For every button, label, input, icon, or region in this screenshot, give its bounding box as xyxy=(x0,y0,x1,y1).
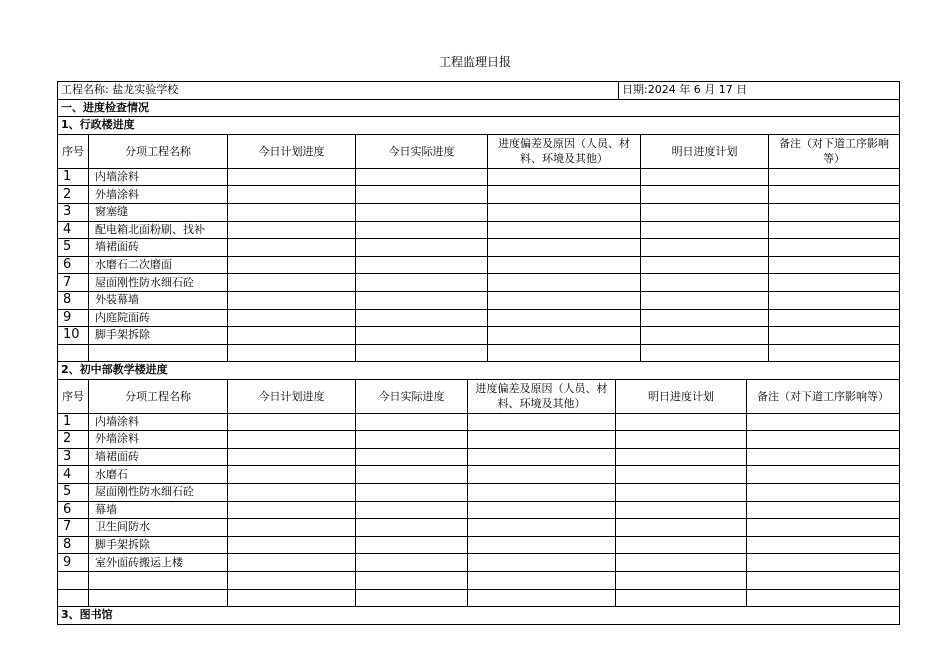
empty-cell xyxy=(769,344,900,362)
junior-progress-table xyxy=(57,361,900,625)
project-name: 工程名称: 盐龙实验学校 xyxy=(58,82,619,100)
empty-cell xyxy=(228,501,356,519)
row-seq: 6 xyxy=(58,501,89,519)
row-seq: 9 xyxy=(58,309,89,327)
table-row xyxy=(58,483,900,501)
empty-cell xyxy=(468,501,616,519)
table-row xyxy=(58,448,900,466)
empty-cell xyxy=(747,519,900,537)
empty-cell xyxy=(488,221,641,239)
empty-cell xyxy=(616,519,747,537)
empty-cell xyxy=(468,519,616,537)
empty-cell xyxy=(488,168,641,186)
empty-cell xyxy=(616,448,747,466)
empty-cell xyxy=(228,291,356,309)
empty-cell xyxy=(228,239,356,257)
col-deviation: 进度偏差及原因（人员、材料、环境及其他） xyxy=(488,134,641,168)
table-row xyxy=(58,221,900,239)
empty-cell xyxy=(641,274,769,292)
row-seq: 10 xyxy=(58,327,89,345)
row-seq: 3 xyxy=(58,203,89,221)
empty-cell xyxy=(769,291,900,309)
row-seq: 5 xyxy=(58,239,89,257)
empty-cell xyxy=(356,291,488,309)
empty-cell xyxy=(228,466,356,484)
row-seq: 4 xyxy=(58,221,89,239)
col-remark: 备注（对下道工序影响等） xyxy=(747,379,900,413)
empty-cell xyxy=(747,589,900,607)
report-title: 工程监理日报 xyxy=(438,55,511,69)
table-row xyxy=(58,291,900,309)
row-seq: 3 xyxy=(58,448,89,466)
empty-cell xyxy=(747,431,900,449)
empty-cell xyxy=(468,554,616,572)
empty-cell xyxy=(769,203,900,221)
row-seq: 4 xyxy=(58,466,89,484)
junior-rows xyxy=(58,413,900,607)
table-row xyxy=(58,571,900,589)
row-item-name: 屋面刚性防水细石砼 xyxy=(89,483,228,501)
empty-cell xyxy=(228,589,356,607)
row-seq: 2 xyxy=(58,186,89,204)
empty-cell xyxy=(356,413,468,431)
empty-cell xyxy=(468,448,616,466)
table-row xyxy=(58,554,900,572)
admin-header-row xyxy=(58,134,900,168)
table-row xyxy=(58,239,900,257)
empty-cell xyxy=(488,256,641,274)
empty-cell xyxy=(488,291,641,309)
empty-cell xyxy=(616,431,747,449)
table-row xyxy=(58,256,900,274)
empty-cell xyxy=(356,589,468,607)
empty-cell xyxy=(228,571,356,589)
empty-cell xyxy=(228,168,356,186)
row-item-name: 水磨石 xyxy=(89,466,228,484)
row-item-name: 外墙涂料 xyxy=(89,186,228,204)
empty-cell xyxy=(356,448,468,466)
col-name: 分项工程名称 xyxy=(89,134,228,168)
empty-cell xyxy=(356,344,488,362)
empty-cell xyxy=(356,168,488,186)
report-date: 日期:2024 年 6 月 17 日 xyxy=(619,82,900,100)
empty-cell xyxy=(616,483,747,501)
table-row xyxy=(58,274,900,292)
empty-cell xyxy=(228,431,356,449)
empty-cell xyxy=(228,448,356,466)
empty-cell xyxy=(228,327,356,345)
empty-cell xyxy=(747,571,900,589)
empty-cell xyxy=(58,344,89,362)
row-seq: 9 xyxy=(58,554,89,572)
empty-cell xyxy=(769,309,900,327)
row-item-name: 内墙涂料 xyxy=(89,168,228,186)
junior-header-row xyxy=(58,379,900,413)
empty-cell xyxy=(488,186,641,204)
empty-cell xyxy=(89,344,228,362)
row-item-name: 外装幕墙 xyxy=(89,291,228,309)
empty-cell xyxy=(356,203,488,221)
empty-cell xyxy=(641,168,769,186)
empty-cell xyxy=(228,274,356,292)
empty-cell xyxy=(58,571,89,589)
empty-cell xyxy=(468,571,616,589)
empty-cell xyxy=(356,536,468,554)
row-item-name: 墙裙面砖 xyxy=(89,239,228,257)
empty-cell xyxy=(228,519,356,537)
row-seq: 2 xyxy=(58,431,89,449)
admin-progress-table xyxy=(57,81,900,362)
table-row xyxy=(58,168,900,186)
col-actual: 今日实际进度 xyxy=(356,134,488,168)
empty-cell xyxy=(356,483,468,501)
empty-cell xyxy=(747,466,900,484)
empty-cell xyxy=(89,571,228,589)
col-seq: 序号 xyxy=(58,379,89,413)
empty-cell xyxy=(747,483,900,501)
row-item-name: 窗塞缝 xyxy=(89,203,228,221)
empty-cell xyxy=(641,256,769,274)
empty-cell xyxy=(769,168,900,186)
empty-cell xyxy=(468,483,616,501)
empty-cell xyxy=(356,309,488,327)
row-item-name: 墙裙面砖 xyxy=(89,448,228,466)
empty-cell xyxy=(228,309,356,327)
empty-cell xyxy=(769,239,900,257)
empty-cell xyxy=(228,536,356,554)
empty-cell xyxy=(356,554,468,572)
col-name: 分项工程名称 xyxy=(89,379,228,413)
empty-cell xyxy=(769,327,900,345)
table-row xyxy=(58,501,900,519)
table-row xyxy=(58,519,900,537)
section-progress: 一、进度检查情况 xyxy=(58,99,900,117)
row-seq: 6 xyxy=(58,256,89,274)
row-seq: 7 xyxy=(58,274,89,292)
empty-cell xyxy=(356,519,468,537)
empty-cell xyxy=(356,431,468,449)
empty-cell xyxy=(356,221,488,239)
table-row xyxy=(58,344,900,362)
empty-cell xyxy=(769,221,900,239)
empty-cell xyxy=(747,554,900,572)
empty-cell xyxy=(228,554,356,572)
empty-cell xyxy=(747,536,900,554)
empty-cell xyxy=(616,571,747,589)
table-row xyxy=(58,589,900,607)
empty-cell xyxy=(89,589,228,607)
col-remark: 备注（对下道工序影响等） xyxy=(769,134,900,168)
empty-cell xyxy=(641,344,769,362)
table-row xyxy=(58,203,900,221)
table-row xyxy=(58,186,900,204)
empty-cell xyxy=(616,536,747,554)
empty-cell xyxy=(58,589,89,607)
row-item-name: 室外面砖搬运上楼 xyxy=(89,554,228,572)
col-seq: 序号 xyxy=(58,134,89,168)
empty-cell xyxy=(356,327,488,345)
empty-cell xyxy=(468,589,616,607)
empty-cell xyxy=(468,431,616,449)
row-seq: 5 xyxy=(58,483,89,501)
section-library: 3、图书馆 xyxy=(58,607,900,625)
section-admin: 1、行政楼进度 xyxy=(58,117,900,135)
empty-cell xyxy=(356,256,488,274)
empty-cell xyxy=(356,239,488,257)
table-row xyxy=(58,413,900,431)
empty-cell xyxy=(641,239,769,257)
empty-cell xyxy=(488,309,641,327)
empty-cell xyxy=(616,589,747,607)
row-item-name: 水磨石二次磨面 xyxy=(89,256,228,274)
empty-cell xyxy=(228,256,356,274)
empty-cell xyxy=(468,466,616,484)
empty-cell xyxy=(769,186,900,204)
empty-cell xyxy=(468,413,616,431)
empty-cell xyxy=(616,413,747,431)
col-deviation: 进度偏差及原因（人员、材料、环境及其他） xyxy=(468,379,616,413)
empty-cell xyxy=(228,186,356,204)
empty-cell xyxy=(228,413,356,431)
table-row xyxy=(58,466,900,484)
project-info-row xyxy=(58,82,900,100)
empty-cell xyxy=(488,327,641,345)
empty-cell xyxy=(228,483,356,501)
row-item-name: 脚手架拆除 xyxy=(89,536,228,554)
row-item-name: 内墙涂料 xyxy=(89,413,228,431)
empty-cell xyxy=(488,344,641,362)
empty-cell xyxy=(356,571,468,589)
row-seq: 8 xyxy=(58,536,89,554)
empty-cell xyxy=(747,413,900,431)
empty-cell xyxy=(488,274,641,292)
col-tomorrow: 明日进度计划 xyxy=(641,134,769,168)
empty-cell xyxy=(769,256,900,274)
col-plan: 今日计划进度 xyxy=(228,379,356,413)
table-row xyxy=(58,309,900,327)
empty-cell xyxy=(488,239,641,257)
row-item-name: 配电箱北面粉刷、找补 xyxy=(89,221,228,239)
empty-cell xyxy=(641,203,769,221)
row-seq: 1 xyxy=(58,168,89,186)
row-item-name: 脚手架拆除 xyxy=(89,327,228,345)
empty-cell xyxy=(228,344,356,362)
empty-cell xyxy=(228,203,356,221)
section-junior: 2、初中部教学楼进度 xyxy=(58,362,900,380)
row-item-name: 内庭院面砖 xyxy=(89,309,228,327)
table-row xyxy=(58,536,900,554)
col-tomorrow: 明日进度计划 xyxy=(616,379,747,413)
row-item-name: 卫生间防水 xyxy=(89,519,228,537)
empty-cell xyxy=(356,274,488,292)
row-item-name: 幕墙 xyxy=(89,501,228,519)
col-actual: 今日实际进度 xyxy=(356,379,468,413)
empty-cell xyxy=(616,501,747,519)
empty-cell xyxy=(641,291,769,309)
empty-cell xyxy=(747,448,900,466)
empty-cell xyxy=(641,327,769,345)
empty-cell xyxy=(616,466,747,484)
admin-rows xyxy=(58,168,900,362)
empty-cell xyxy=(747,501,900,519)
empty-cell xyxy=(641,186,769,204)
row-seq: 7 xyxy=(58,519,89,537)
empty-cell xyxy=(641,309,769,327)
empty-cell xyxy=(488,203,641,221)
empty-cell xyxy=(228,221,356,239)
empty-cell xyxy=(356,186,488,204)
empty-cell xyxy=(356,501,468,519)
row-item-name: 屋面刚性防水细石砼 xyxy=(89,274,228,292)
row-seq: 8 xyxy=(58,291,89,309)
table-row xyxy=(58,431,900,449)
row-seq: 1 xyxy=(58,413,89,431)
empty-cell xyxy=(641,221,769,239)
empty-cell xyxy=(769,274,900,292)
row-item-name: 外墙涂料 xyxy=(89,431,228,449)
col-plan: 今日计划进度 xyxy=(228,134,356,168)
empty-cell xyxy=(356,466,468,484)
empty-cell xyxy=(468,536,616,554)
table-row xyxy=(58,327,900,345)
empty-cell xyxy=(616,554,747,572)
